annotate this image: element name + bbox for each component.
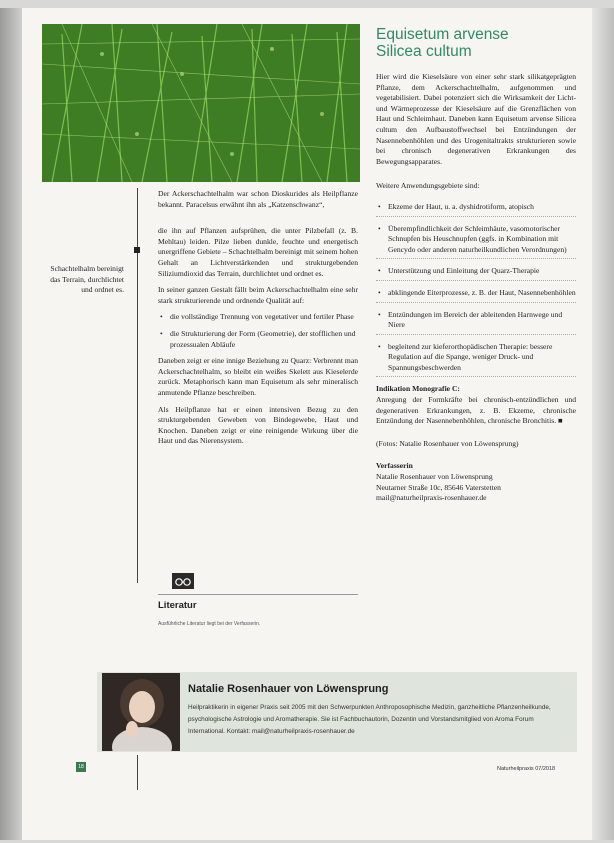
left-paragraph-3: In seiner ganzen Gestalt fällt beim Ackerschachtelhalm eine sehr stark strukturierende und ordnende Qualität auf: [158, 285, 358, 305]
list-item: • Ekzeme der Haut, u. a. dyshidrotiform, atopisch [376, 202, 576, 217]
list-item: • Unterstützung und Einleitung der Quarz-Therapie [376, 266, 576, 281]
horsetail-photo [42, 24, 360, 182]
left-column [158, 189, 358, 453]
author-name: Natalie Rosenhauer von Löwensprung [188, 683, 389, 695]
list-item: • die vollständige Trennung von vegetativer und fertiler Phase [158, 312, 358, 323]
page-number: 18 [76, 762, 86, 772]
left-bullet-list [158, 312, 358, 350]
paragraph-marker [134, 247, 140, 253]
journal-footer: Naturheilpraxis 07/2018 [497, 766, 556, 772]
verfasserin-email[interactable]: mail@naturheilpraxis-rosenhauer.de [376, 493, 487, 503]
literature-heading: Literatur [158, 600, 197, 611]
left-paragraph-4: Daneben zeigt er eine innige Beziehung zu Quarz: Verbrennt man Ackerschachtelhalm, so bleibt ein weißes Skelett aus Kieselerde zurück. Metaphorisch kann man Equisetum als sehr mineralisch anmutende Pflanze beschreiben. [158, 356, 358, 397]
right-paragraph-2: Weitere Anwendungsgebiete sind: [376, 181, 480, 191]
literature-rule [158, 594, 358, 595]
left-paragraph-2: die ihn auf Pflanzen aufsprühen, die unter Pilzbefall (z. B. Mehltau) leiden. Pilze lieben dunkle, feuchte und energetisch unergriffene Gebiete – Schachtelhalm bereinigt mit seinem hohen Gehalt an Lichtverstärkenden und strukturgebenden Siliziumdioxid das Terrain, durchlichtet und ordnet es. [158, 226, 358, 278]
column-rule-bottom [137, 755, 138, 790]
verfasserin-heading: Verfasserin [376, 461, 413, 471]
right-bullet-list [376, 202, 576, 378]
article-title [376, 26, 586, 60]
title-line-1: Equisetum arvense [376, 26, 509, 43]
literature-note: Ausführliche Literatur liegt bei der Verfasserin. [158, 621, 261, 627]
author-portrait [102, 673, 180, 751]
photo-credit: (Fotos: Natalie Rosenhauer von Löwensprung) [376, 438, 519, 448]
list-item: • die Strukturierung der Form (Geometrie), der stofflichen und prozessualen Abläufe [158, 329, 358, 350]
indikation-heading: Indikation Monografie C: [376, 384, 460, 394]
right-paragraph-1: Hier wird die Kieselsäure von einer sehr stark silikatgeprägten Pflanze, dem Ackerschachtelhalm, aufgenommen und vegetabilisiert. Dabei potenziert sich die Wirksamkeit der Licht- und Wärmeprozesse der Kieselsäure auf die Grenzflächen von Haut und Schleimhaut. Daneben kann Equisetum arvense Silicea cultum den Aufbaustoffwechsel bei Entzündungen der Nasennebenhöhlen und des Urogenitaltrakts strukturieren sowie bei chronisch degenerativen Erkrankungen des Bewegungsapparates. [376, 72, 576, 166]
verfasserin-address: Neutarner Straße 10c, 85646 Vaterstetten [376, 482, 501, 492]
list-item: • Entzündungen im Bereich der ableitenden Harnwege und Niere [376, 310, 576, 335]
binding-shadow [0, 8, 22, 840]
page-edge-shadow [592, 8, 614, 840]
list-item: • begleitend zur kieferorthopädischen Therapie: bessere Regulation auf die Spange, weniger Druck- und Spannungsbeschwerden [376, 342, 576, 378]
list-item: • Überempfindlichkeit der Schleimhäute, vasomotorischer Schnupfen bis Heuschnupfen (ggfs. in Kombination mit Gencydo oder anderen naturheilkundlichen Verordnungen) [376, 224, 576, 260]
left-paragraph-1: Der Ackerschachtelhalm war schon Dioskurides als Heilpflanze bekannt. Paracelsus erwähnt ihn als „Katzenschwanz“, [158, 189, 358, 209]
indikation-text: Anregung der Formkräfte bei chronisch-entzündlichen und degenerativen Erkrankungen, z. B. Ekzeme, chronische Entzündung der Nasennebenhöhlen, chronische Bronchitis. ■ [376, 395, 576, 426]
right-column [376, 72, 576, 504]
title-line-2: Silicea cultum [376, 43, 472, 60]
left-paragraph-5: Als Heilpflanze hat er einen intensiven Bezug zu den strukturgebenden Geweben von Bindegewebe, Haut und Knochen. Daneben zeigt er eine reinigende Wirkung über die Haut und das Nierensystem. [158, 404, 358, 446]
author-bio: Heilpraktikerin in eigener Praxis seit 2005 mit den Schwerpunkten Anthroposophische Medizin, ganzheitliche Pflanzenheilkunde, psychologische Astrologie und Aromatherapie. Sie ist Fachbuchautorin, Dozentin und Vorstandsmitglied von Aroma Forum International. Kontakt: mail@naturheilpraxis-rosenhauer.de [188, 704, 551, 735]
pull-quote: Schachtelhalm bereinigt das Terrain, durchlichtet und ordnet es. [50, 264, 124, 295]
verfasserin-name: Natalie Rosenhauer von Löwensprung [376, 472, 493, 482]
glasses-icon [172, 573, 194, 589]
list-item: • abklingende Eiterprozesse, z. B. der Haut, Nasennebenhöhlen [376, 288, 576, 303]
